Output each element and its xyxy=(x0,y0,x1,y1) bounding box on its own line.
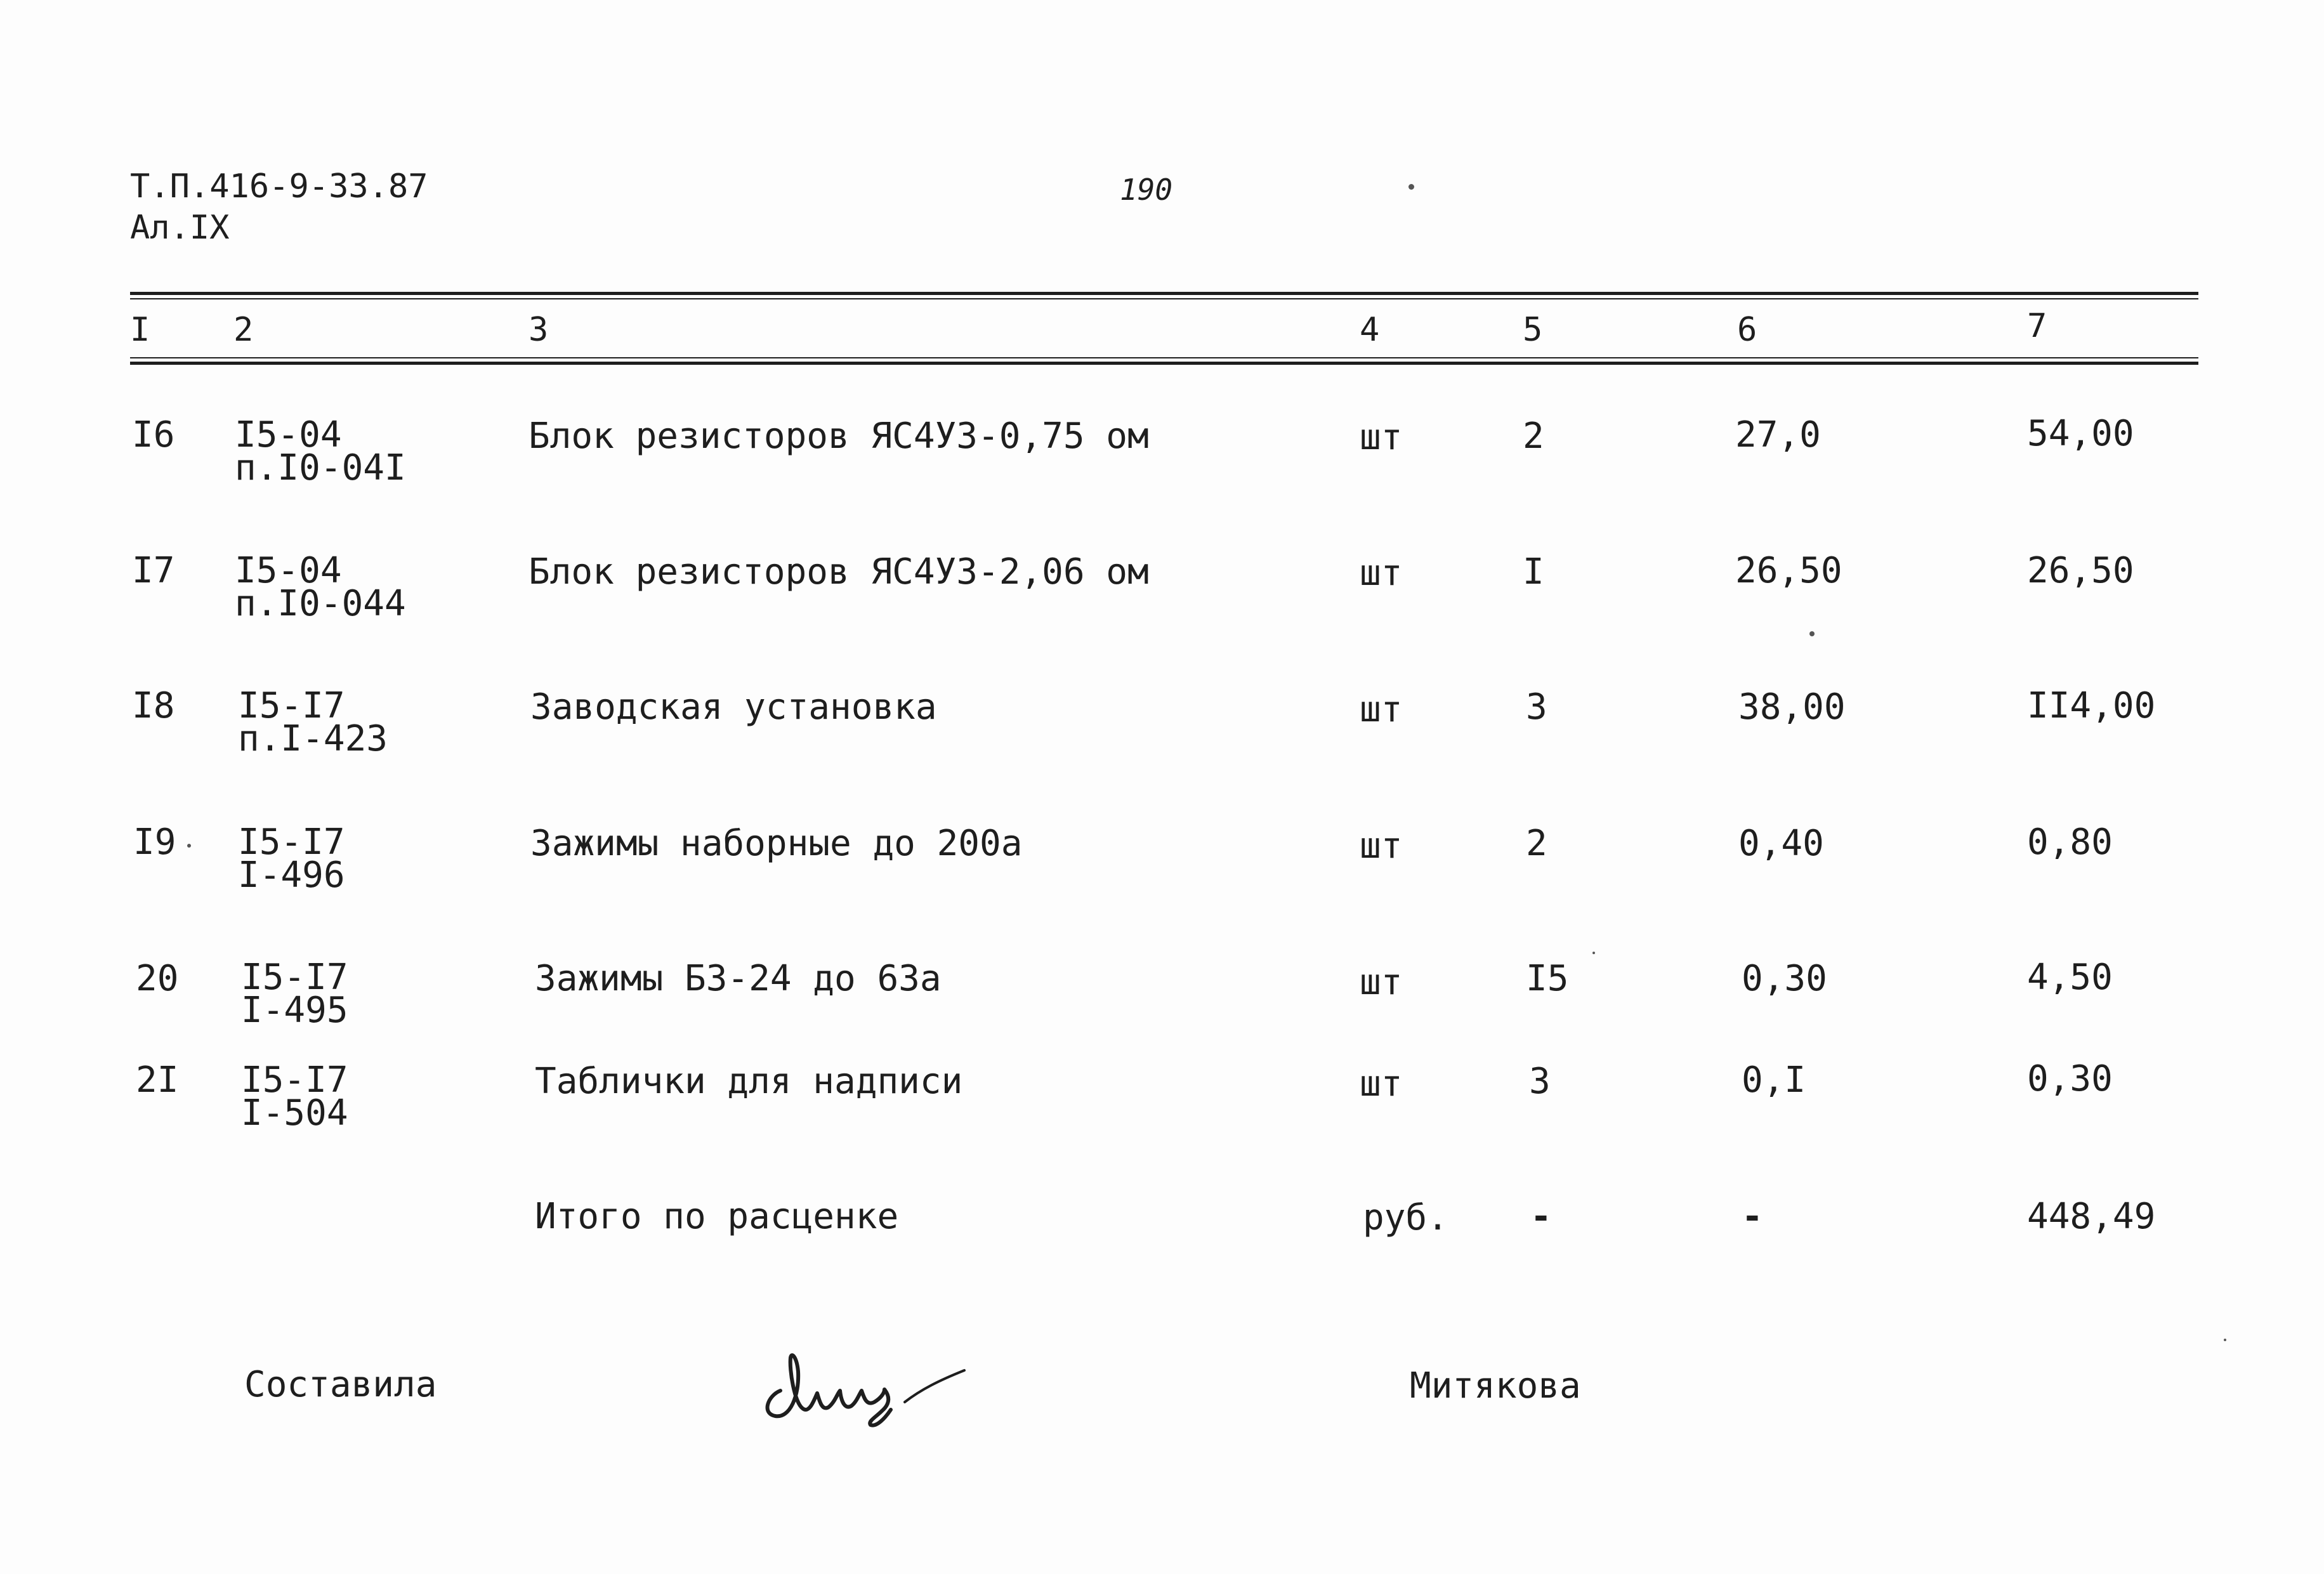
top-rule xyxy=(130,292,2198,295)
handwritten-signature xyxy=(755,1332,971,1427)
header-rule-thin xyxy=(130,357,2198,358)
column-header-2: 2 xyxy=(233,311,254,349)
unit-price: 0,40 xyxy=(1738,823,1824,864)
pricing-code-line1: I5-I7 xyxy=(238,822,345,863)
unit-price: 27,0 xyxy=(1735,414,1821,456)
unit: шт xyxy=(1360,553,1403,594)
pricing-code-line2: п.I-423 xyxy=(238,718,388,759)
column-header-4: 4 xyxy=(1360,311,1380,349)
quantity: 2 xyxy=(1523,416,1544,457)
pricing-code xyxy=(238,685,388,759)
item-name: Зажимы наборные до 200а xyxy=(530,823,1023,864)
quantity: 3 xyxy=(1529,1061,1551,1102)
grand-total: 448,49 xyxy=(2027,1196,2156,1237)
item-name: Заводская установка xyxy=(530,686,937,728)
quantity: I xyxy=(1523,551,1544,593)
pricing-code-line1: I5-I7 xyxy=(241,957,348,998)
row-number: 20 xyxy=(136,958,179,999)
total-cost: 0,80 xyxy=(2027,822,2113,863)
unit-price: 38,00 xyxy=(1738,686,1846,728)
column-header-6: 6 xyxy=(1737,311,1757,349)
compiler-name: Митякова xyxy=(1410,1365,1581,1407)
scan-speck xyxy=(1408,184,1414,190)
unit: шт xyxy=(1360,1063,1403,1105)
row-number: I7 xyxy=(132,550,175,591)
pricing-code-line2: I-496 xyxy=(238,855,345,896)
total-cost: 0,30 xyxy=(2027,1058,2113,1099)
item-name: Блок резисторов ЯС4У3-2,06 ом xyxy=(528,551,1149,593)
album-label: Ал.IX xyxy=(130,209,230,247)
pricing-code-line1: I5-I7 xyxy=(241,1059,348,1101)
total-cost: II4,00 xyxy=(2027,685,2156,726)
header-rule xyxy=(130,362,2198,365)
quantity: I5 xyxy=(1526,958,1569,999)
item-name: Таблички для надписи xyxy=(535,1061,963,1102)
unit: шт xyxy=(1360,689,1403,730)
row-number: I8 xyxy=(132,685,175,726)
total-cost: 26,50 xyxy=(2027,550,2134,591)
row-number: I9 xyxy=(133,822,176,863)
column-header-7: 7 xyxy=(2027,307,2047,345)
scan-speck xyxy=(1592,952,1595,954)
pricing-code xyxy=(238,822,345,896)
unit: шт xyxy=(1360,417,1403,458)
pricing-code-line2: п.I0-044 xyxy=(235,583,406,624)
total-price: - xyxy=(1742,1196,1763,1237)
scan-speck xyxy=(1809,631,1815,636)
item-name: Зажимы Б3-24 до 63а xyxy=(535,958,942,999)
pricing-code xyxy=(235,414,406,489)
page-number: 190 xyxy=(1120,173,1173,207)
pricing-code xyxy=(241,957,348,1031)
unit: шт xyxy=(1360,825,1403,867)
scan-speck xyxy=(2224,1339,2226,1341)
scan-speck xyxy=(187,844,191,848)
item-name: Блок резисторов ЯС4У3-0,75 ом xyxy=(528,416,1149,457)
document-number: Т.П.416-9-33.87 xyxy=(130,167,428,206)
total-quantity: - xyxy=(1530,1196,1552,1237)
total-cost: 4,50 xyxy=(2027,957,2113,998)
quantity: 3 xyxy=(1526,686,1547,728)
column-header-5: 5 xyxy=(1523,311,1543,349)
total-unit: руб. xyxy=(1363,1197,1448,1238)
top-rule-thin xyxy=(130,298,2198,299)
unit-price: 26,50 xyxy=(1735,550,1842,591)
pricing-code xyxy=(241,1059,348,1134)
pricing-code-line2: I-495 xyxy=(241,990,348,1031)
column-header-1: I xyxy=(130,311,150,349)
pricing-code-line2: I-504 xyxy=(241,1092,348,1134)
row-number: I6 xyxy=(132,414,175,456)
compiled-by-label: Составила xyxy=(244,1364,437,1405)
total-cost: 54,00 xyxy=(2027,413,2134,454)
unit: шт xyxy=(1360,962,1403,1003)
pricing-code-line1: I5-I7 xyxy=(238,685,345,726)
total-label: Итого по расценке xyxy=(535,1196,899,1237)
column-header-3: 3 xyxy=(528,311,549,349)
row-number: 2I xyxy=(136,1059,179,1101)
quantity: 2 xyxy=(1526,823,1547,864)
unit-price: 0,I xyxy=(1742,1059,1806,1101)
pricing-code-line2: п.I0-04I xyxy=(235,447,406,489)
pricing-code-line1: I5-04 xyxy=(235,550,342,591)
pricing-code-line1: I5-04 xyxy=(235,414,342,456)
unit-price: 0,30 xyxy=(1742,958,1827,999)
pricing-code xyxy=(235,550,406,624)
